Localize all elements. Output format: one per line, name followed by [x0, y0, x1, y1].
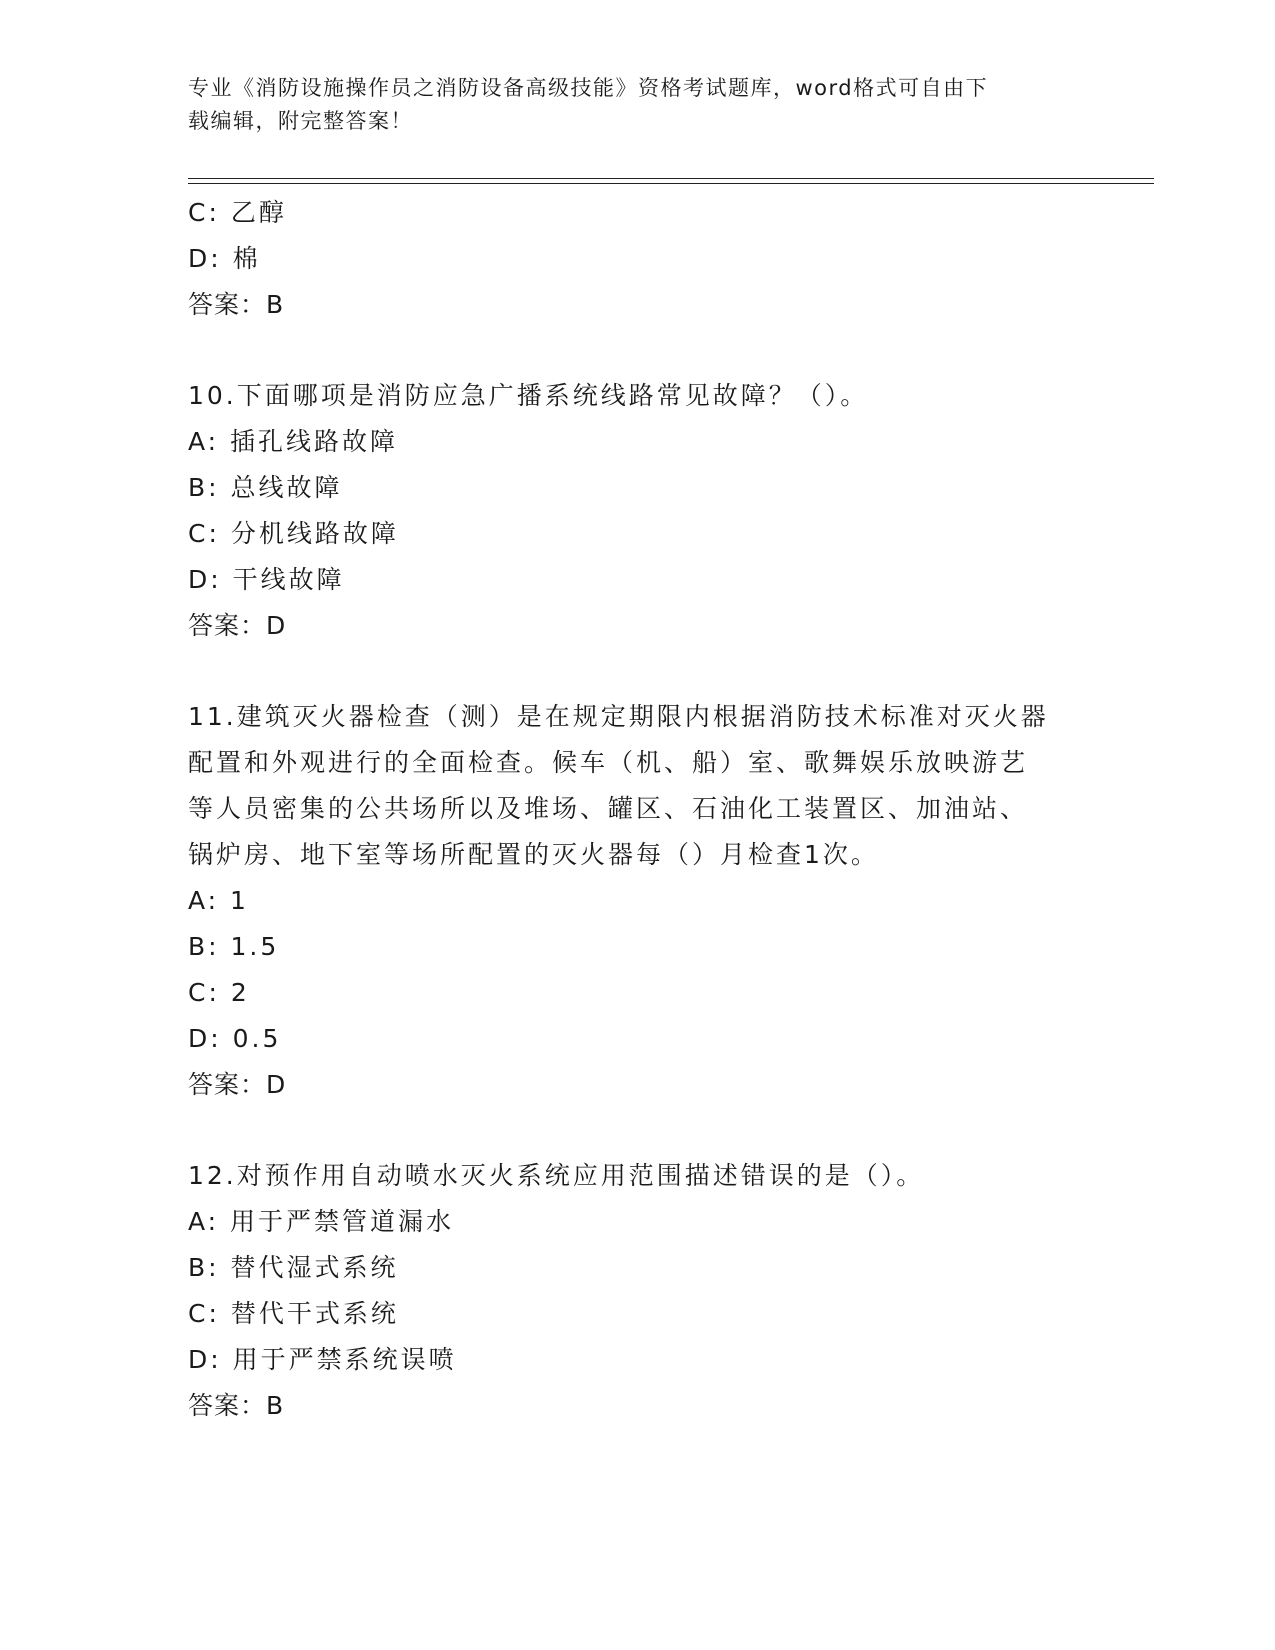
option-d: D: 棉 [188, 244, 261, 273]
option-d: D: 用于严禁系统误喷 [188, 1345, 457, 1374]
option-d: D: 0.5 [188, 1024, 282, 1053]
option-c: C: 分机线路故障 [188, 519, 399, 548]
option-b: B: 1.5 [188, 932, 280, 961]
option-a: A: 用于严禁管道漏水 [188, 1207, 455, 1236]
answer-line: 答案：D [188, 1070, 287, 1099]
question-list [188, 190, 1088, 1429]
option-d: D: 干线故障 [188, 565, 345, 594]
header-divider-bottom [188, 183, 1154, 184]
answer-line: 答案：B [188, 1391, 285, 1420]
question-11 [188, 694, 1088, 1108]
question-12 [188, 1153, 1088, 1429]
option-a: A: 插孔线路故障 [188, 427, 399, 456]
header-divider-top [188, 178, 1154, 179]
option-c: C: 乙醇 [188, 198, 287, 227]
question-stem-line-2: 配置和外观进行的全面检查。候车（机、船）室、歌舞娱乐放映游艺 [188, 748, 1029, 777]
document-header [188, 72, 1088, 138]
question-9-partial [188, 190, 1088, 328]
spacer [188, 649, 1088, 694]
question-stem: 10.下面哪项是消防应急广播系统线路常见故障？（）。 [188, 381, 869, 410]
option-b: B: 替代湿式系统 [188, 1253, 399, 1282]
header-line-2: 载编辑，附完整答案！ [188, 109, 413, 133]
option-c: C: 2 [188, 978, 250, 1007]
option-c: C: 替代干式系统 [188, 1299, 399, 1328]
question-stem: 12.对预作用自动喷水灭火系统应用范围描述错误的是（）。 [188, 1161, 925, 1190]
question-stem-line-3: 等人员密集的公共场所以及堆场、罐区、石油化工装置区、加油站、 [188, 794, 1029, 823]
option-a: A: 1 [188, 886, 249, 915]
question-stem-line-1: 11.建筑灭火器检查（测）是在规定期限内根据消防技术标准对灭火器 [188, 702, 1049, 731]
answer-line: 答案：B [188, 290, 285, 319]
question-stem-line-4: 锅炉房、地下室等场所配置的灭火器每（）月检查1次。 [188, 840, 879, 869]
spacer [188, 1108, 1088, 1153]
option-b: B: 总线故障 [188, 473, 343, 502]
answer-line: 答案：D [188, 611, 287, 640]
header-line-1: 专业《消防设施操作员之消防设备高级技能》资格考试题库，word格式可自由下 [188, 76, 989, 100]
spacer [188, 328, 1088, 373]
question-10 [188, 373, 1088, 649]
